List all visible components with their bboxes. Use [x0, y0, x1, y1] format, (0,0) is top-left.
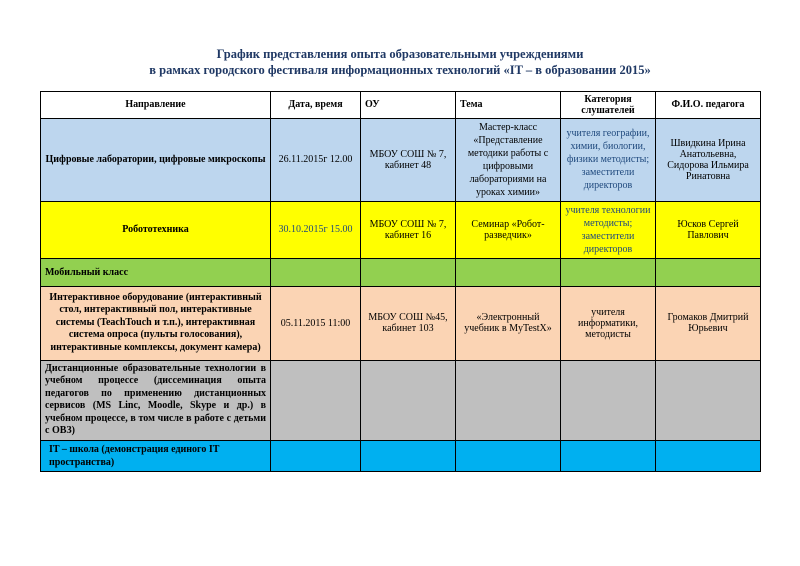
- header-row: [41, 91, 761, 118]
- document-title-line2: в рамках городского фестиваля информационных технологий «IT – в образовании 2015»: [149, 63, 651, 78]
- header-cell-teacher: Ф.И.О. педагога: [656, 91, 761, 118]
- header-cell-theme: Тема: [456, 91, 561, 118]
- document-title-line1: График представления опыта образовательными учреждениями: [216, 47, 584, 61]
- header-cell-category: Категория слушателей: [561, 91, 656, 118]
- table-row-robotics: [41, 201, 761, 258]
- cell-theme: «Электронный учебник в MyTestX»: [456, 286, 561, 360]
- cell-category: [561, 360, 656, 440]
- cell-theme: [456, 440, 561, 471]
- cell-teacher: [656, 360, 761, 440]
- cell-ou: [361, 258, 456, 286]
- cell-ou: МБОУ СОШ № 7, кабинет 16: [361, 201, 456, 258]
- cell-datetime: [271, 258, 361, 286]
- table-row-interactive-equipment: [41, 286, 761, 360]
- cell-ou: [361, 360, 456, 440]
- cell-ou: [361, 440, 456, 471]
- cell-category: [561, 258, 656, 286]
- table-row-digital-labs: [41, 118, 761, 201]
- cell-teacher: [656, 440, 761, 471]
- cell-category: учителя информатики, методисты: [561, 286, 656, 360]
- cell-datetime: [271, 360, 361, 440]
- document-title: [0, 46, 800, 79]
- table-row-mobile-class: [41, 258, 761, 286]
- cell-category: учителя технологии методисты; заместители директоров: [561, 201, 656, 258]
- cell-theme: Мастер-класс «Представление методики работы с цифровыми лабораториями на уроках химии»: [456, 118, 561, 201]
- cell-ou: МБОУ СОШ № 7, кабинет 48: [361, 118, 456, 201]
- cell-datetime: 30.10.2015г 15.00: [271, 201, 361, 258]
- cell-theme: Семинар «Робот-разведчик»: [456, 201, 561, 258]
- table-row-distance-technologies: [41, 360, 761, 440]
- cell-category: учителя географии, химии, биологии, физики методисты; заместители директоров: [561, 118, 656, 201]
- header-cell-direction: Направление: [41, 91, 271, 118]
- header-cell-ou: ОУ: [361, 91, 456, 118]
- cell-teacher: Громаков Дмитрий Юрьевич: [656, 286, 761, 360]
- cell-direction: Мобильный класс: [41, 258, 271, 286]
- cell-direction: Робототехника: [41, 201, 271, 258]
- schedule-table: [40, 91, 761, 472]
- table-row-it-school: [41, 440, 761, 471]
- cell-datetime: 26.11.2015г 12.00: [271, 118, 361, 201]
- cell-direction: Интерактивное оборудование (интерактивный стол, интерактивный пол, интерактивные системы (TeachTouch и т.п.), интерактивная система опроса (пульты голосования), интерактивные комплексы, документ камера): [41, 286, 271, 360]
- cell-teacher: [656, 258, 761, 286]
- cell-datetime: [271, 440, 361, 471]
- cell-direction: Дистанционные образовательные технологии в учебном процессе (диссеминация опыта педагогов по применению дистанционных сервисов (MS Linc, Moodle, Skype и др.) в учебном процессе, в том числе в работе с детьми с ОВЗ): [41, 360, 271, 440]
- cell-direction: Цифровые лаборатории, цифровые микроскопы: [41, 118, 271, 201]
- header-cell-datetime: Дата, время: [271, 91, 361, 118]
- cell-theme: [456, 360, 561, 440]
- cell-teacher: Швидкина Ирина Анатольевна, Сидорова Ильмира Ринатовна: [656, 118, 761, 201]
- cell-theme: [456, 258, 561, 286]
- cell-teacher: Юсков Сергей Павлович: [656, 201, 761, 258]
- cell-datetime: 05.11.2015 11:00: [271, 286, 361, 360]
- cell-direction: IT – школа (демонстрация единого IT пространства): [41, 440, 271, 471]
- cell-ou: МБОУ СОШ №45, кабинет 103: [361, 286, 456, 360]
- cell-category: [561, 440, 656, 471]
